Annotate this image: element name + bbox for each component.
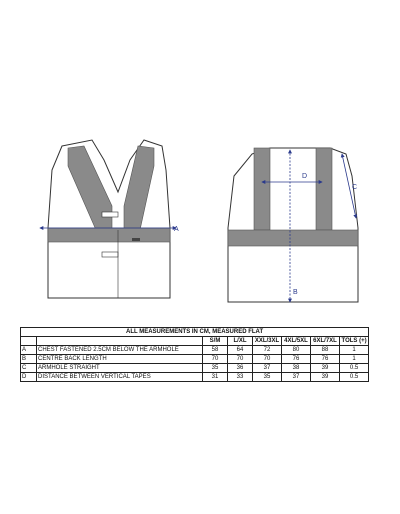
back-horizontal-tape [228,230,358,246]
row-key: A [21,346,37,355]
table-title-row [21,328,369,337]
header-size-6xl7xl: 6XL/7XL [311,337,340,346]
cell-value: 37 [253,364,282,373]
row-key: C [21,364,37,373]
row-label: ARMHOLE STRAIGHT [37,364,203,373]
row-label: DISTANCE BETWEEN VERTICAL TAPES [37,373,203,382]
back-right-vertical-tape [316,148,332,230]
header-size-xxl3xl: XXL/3XL [253,337,282,346]
table-row [21,373,369,382]
cell-value: 72 [253,346,282,355]
cell-value: 70 [203,355,228,364]
cell-value: 35 [203,364,228,373]
cell-value: 80 [282,346,311,355]
table-row [21,355,369,364]
cell-value: 0.5 [340,364,369,373]
measurement-table [20,327,369,382]
vest-front-view [40,140,179,298]
front-velcro-tab-bottom [102,252,118,257]
cell-value: 39 [311,373,340,382]
vest-back-view [228,148,358,302]
cell-value: 70 [228,355,253,364]
front-velcro-tab-top [102,212,118,217]
cell-value: 37 [282,373,311,382]
cell-value: 1 [340,346,369,355]
back-vest-outline [228,148,358,302]
cell-value: 58 [203,346,228,355]
row-key: B [21,355,37,364]
row-label: CHEST FASTENED 2.5CM BELOW THE ARMHOLE [37,346,203,355]
cell-value: 64 [228,346,253,355]
cell-value: 35 [253,373,282,382]
front-horizontal-tape [48,228,170,242]
header-tolerance: TOLS (+) [340,337,369,346]
table-title: ALL MEASUREMENTS IN CM, MEASURED FLAT [21,328,369,337]
cell-value: 76 [282,355,311,364]
row-key: D [21,373,37,382]
table-row [21,364,369,373]
header-blank-key [21,337,37,346]
dimension-d-label: D [302,173,308,180]
cell-value: 0.5 [340,373,369,382]
dimension-b-label: B [293,289,298,296]
cell-value: 1 [340,355,369,364]
row-label: CENTRE BACK LENGTH [37,355,203,364]
back-left-vertical-tape [254,148,270,230]
table-header-row [21,337,369,346]
dimension-c-label: C [352,184,358,191]
header-size-4xl5xl: 4XL/5XL [282,337,311,346]
cell-value: 88 [311,346,340,355]
cell-value: 76 [311,355,340,364]
header-blank-label [37,337,203,346]
header-size-sm: S/M [203,337,228,346]
table-row [21,346,369,355]
front-label [132,238,140,241]
cell-value: 31 [203,373,228,382]
header-size-lxl: L/XL [228,337,253,346]
cell-value: 39 [311,364,340,373]
cell-value: 70 [253,355,282,364]
cell-value: 33 [228,373,253,382]
cell-value: 38 [282,364,311,373]
cell-value: 36 [228,364,253,373]
dimension-a-label: A [174,226,179,233]
